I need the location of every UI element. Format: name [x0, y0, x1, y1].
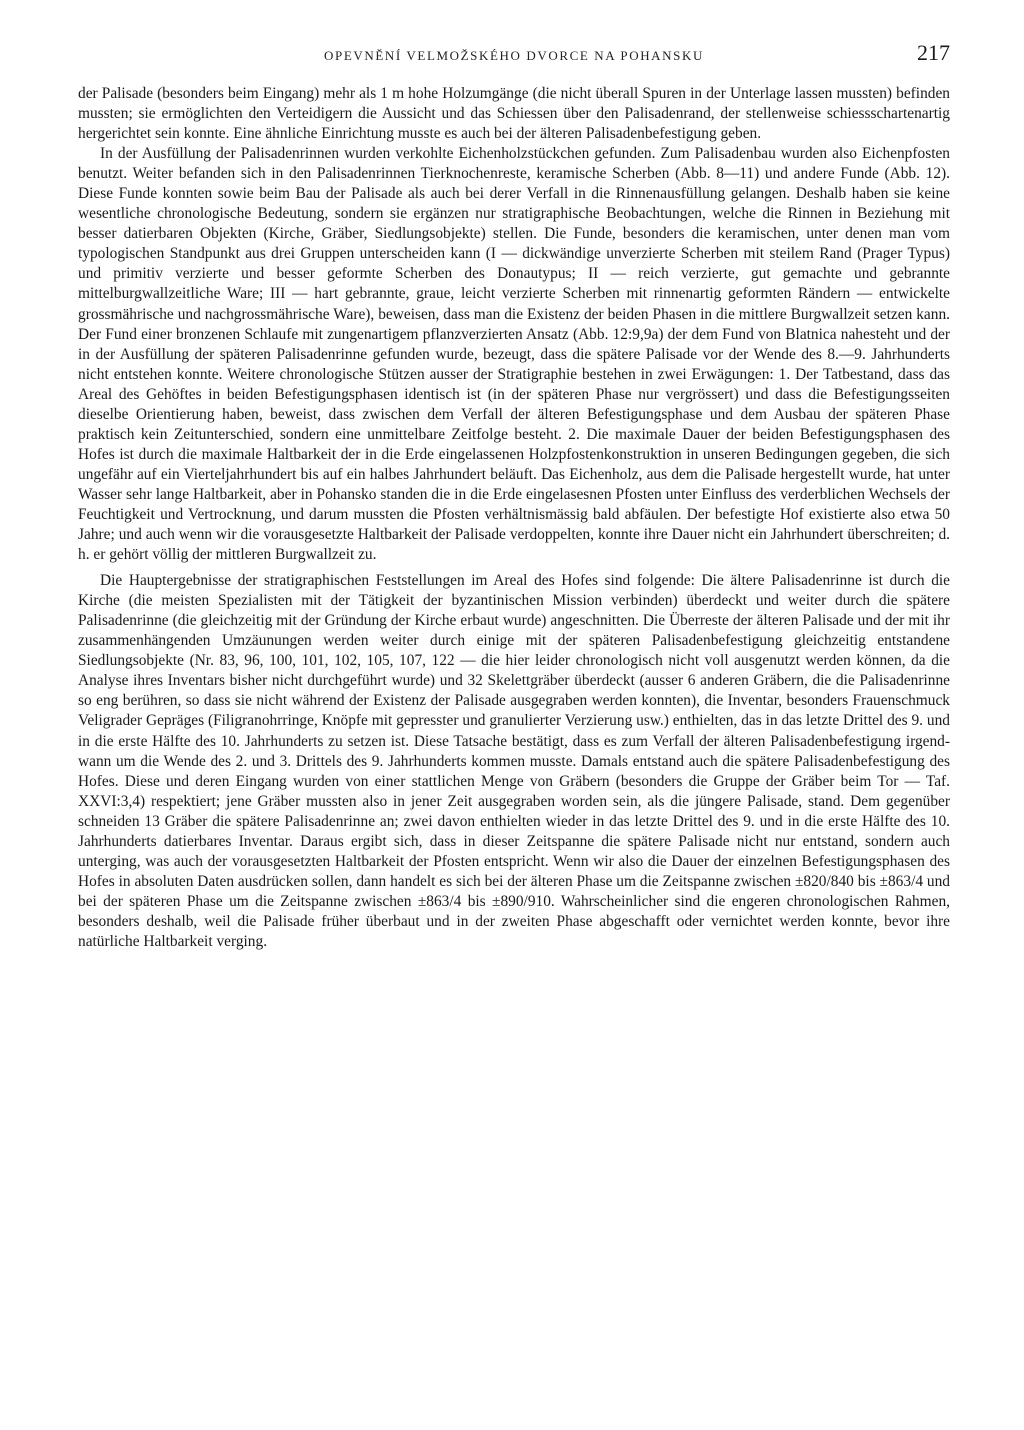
paragraph: In der Ausfüllung der Palisadenrinnen wurden verkohlte Eichenholzstückchen gefunden. Zum Palisadenbau wurden also Eichenpfosten benutzt. Weiter befanden sich in den Palisadenrinnen Tierknochenreste, keramische Scherben (Abb. 8—11) und andere Funde (Abb. 12). Diese Funde konnten sowie beim Bau der Palisade als auch bei derer Verfall in die Rinnenausfüllung gelangen. Deshalb haben sie keine wesentliche chronologische Bedeutung, sondern sie ergänzen nur stratigraphische Beobachtungen, welche die Rinnen in Beziehung mit besser datierbaren Objekten (Kirche, Gräber, Siedlungsobjekte) stellen. Die Funde, besonders die keramischen, unter denen man vom typologischen Standpunkt aus drei Gruppen unterscheiden kann (I — dickwändige unverzierte Scherben mit steilem Rand (Prager Typus) und primitiv verzierte und besser geformte Scherben des Donautypus; II — reich verzierte, gut gemachte und gebrannte mittelburgwallzeitliche Ware; III — hart gebrannte, graue, leicht verzierte Scherben mit rinnenartig geformten Rändern — entwickelte grossmährische und nachgrossmährische Ware), beweisen, dass man die Existenz der beiden Phasen in die mittlere Burgwallzeit setzen kann. Der Fund einer bronzenen Schlaufe mit zungenartigem pflanzverzierten Ansatz (Abb. 12:9,9a) der dem Fund von Blatnica nahesteht und der in der Ausfüllung der späteren Palisadenrinne gefunden wurde, bezeugt, dass die spätere Palisade vor der Wende des 8.—9. Jahrhunderts nicht entstehen konnte. Weitere chronologische Stützen ausser der Stratigraphie bestehen in zwei Erwägungen: 1. Der Tatbestand, dass das Areal des Gehöftes in beiden Befestigungsphasen identisch ist (in der späteren Phase nur vergrössert) und dass die Befestigungsseiten dieselbe Orientierung haben, beweist, dass zwischen dem Verfall der älteren Befestigungsphase und dem Ausbau der späteren Phase praktisch kein Zeitunterschied, sondern eine unmittelbare Zeitfolge besteht. 2. Die maximale Dauer der beiden Befestigungsphasen des Hofes ist durch die maximale Haltbarkeit der in die Erde eingelassenen Holzpfostenkonstruktion in unseren Bedingungen gegeben, die sich ungefähr auf ein Vierteljahrhundert bis auf ein halbes Jahrhundert beläuft. Das Eichenholz, aus dem die Palisade hergestellt wurde, hat unter Wasser sehr lange Haltbarkeit, aber in Pohansko standen die in die Erde eingelasesnen Pfosten unter Einfluss des verderblichen Wechsels der Feuchtigkeit und Vertrocknung, und darum mussten die Pfosten verhältnismässig bald abfäulen. Der befestigte Hof existierte also etwa 50 Jahre; und auch wenn wir die vorausgesetzte Haltbarkeit der Palisade verdoppelten, konnte ihre Dauer nicht ein Jahrhundert überschreiten; d. h. er gehört völlig der mittleren Burgwallzeit zu. — [78, 145, 950, 564]
running-title: OPEVNĚNÍ VELMOŽSKÉHO DVORCE NA POHANSKU — [324, 48, 704, 63]
page-number: 217 — [917, 40, 950, 65]
paragraph: der Palisade (besonders beim Eingang) mehr als 1 m hohe Holzumgänge (die nicht überall Spuren in der Unterlage lassen mussten) befinden mussten; sie ermöglichten den Verteidigern die Aussicht und das Schiessen über den Palisadenrand, der stellenweise schiessschartenartig hergerichtet sein konnte. Eine ähnliche Einrichtung musste es auch bei der älteren Palisadenbefestigung geben. — [78, 85, 950, 143]
body-text — [78, 84, 950, 952]
page — [78, 40, 950, 952]
paragraph: Die Hauptergebnisse der stratigraphischen Feststellungen im Areal des Hofes sind folgende: Die ältere Palisadenrinne ist durch die Kirche (die meisten Spezialisten mit der Tätigkeit der byzantinischen Mission verbinden) überdeckt und weiter durch die spätere Palisadenrinne (die gleichzeitig mit der Gründung der Kirche erbaut wurde) angeschnitten. Die Überreste der älteren Palisade und der mit ihr zusammenhängenden Umzäunungen werden weiter durch einige mit der späteren Palisadenbefestigung gleichzeitig entstandene Siedlungsobjekte (Nr. 83, 96, 100, 101, 102, 105, 107, 122 — die hier leider chronologisch nicht voll ausgenutzt werden können, da die Analyse ihres Inventars bisher nicht durchgeführt wurde) und 32 Skelettgräber überdeckt (ausser 6 anderen Gräbern, die die Palisadenrinne so eng berühren, so dass sie nicht während der Existenz der Palisade ausgegraben werden konnten), die Inventar, besonders Frauenschmuck Veligrader Gepräges (Filigranohrringe, Knöpfe mit gepresster und granulierter Verzierung usw.) enthielten, das in das letzte Drittel des 9. und in die erste Hälfte des 10. Jahrhunderts zu setzen ist. Diese Tatsache bestätigt, dass es zum Verfall der älteren Palisadenbefestigung irgendwann um die Wende des 2. und 3. Drittels des 9. Jahrhunderts kommen musste. Damals entstand auch die spätere Palisadenbefestigung des Hofes. Diese und deren Eingang wurden von einer stattlichen Menge von Gräbern (besonders die Gruppe der Gräber beim Tor — Taf. XXVI:3,4) respektiert; jene Gräber mussten also in jener Zeit ausgegraben worden sein, als die jüngere Palisade, stand. Dem gegenüber schneiden 13 Gräber die spätere Palisadenrinne an; zwei davon enthielten wieder in das letzte Drittel des 9. und in die erste Hälfte des 10. Jahrhunderts datierbares Inventar. Daraus ergibt sich, dass in dieser Zeitspanne die spätere Palisade nicht nur entstand, sondern auch unterging, was auch der vorausgesetzten Haltbarkeit der Pfosten entspricht. Wenn wir also die Dauer der einzelnen Befestigungsphasen des Hofes in absoluten Daten ausdrücken sollen, dann handelt es sich bei der älteren Phase um die Zeitspanne zwischen ±820/840 bis ±863/4 und bei der späteren Phase um die Zeitspanne zwischen ±863/4 bis ±890/910. Wahrscheinlicher sind die engeren chronologischen Rahmen, besonders deshalb, weil die Palisade früher überbaut und in der zweiten Phase abgeschafft oder vernichtet werden konnte, bevor ihre natürliche Haltbarkeit verging. — [78, 572, 950, 950]
running-header — [78, 40, 950, 84]
